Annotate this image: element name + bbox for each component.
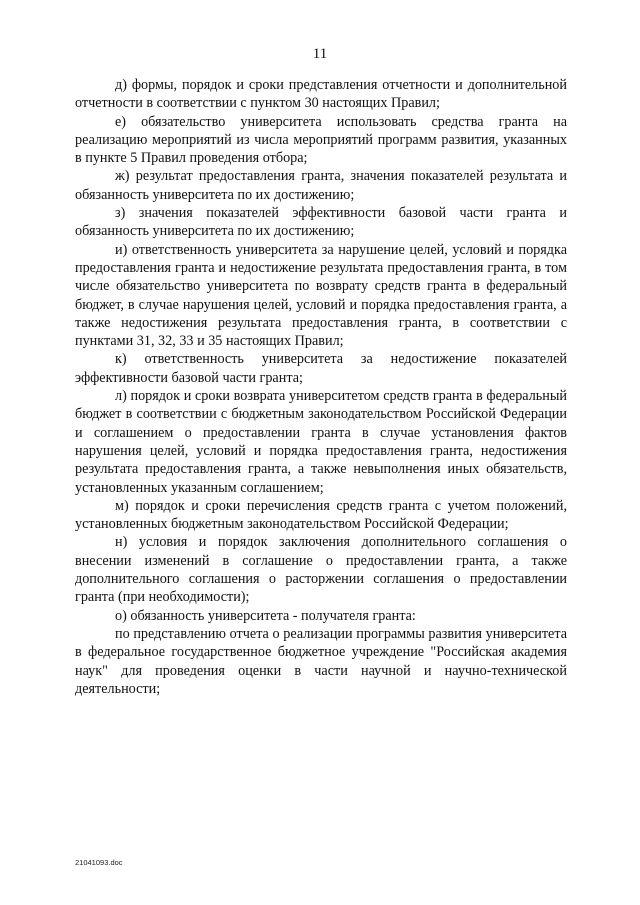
paragraph-l: л) порядок и сроки возврата университетом средств гранта в федеральный бюджет в соответствии с бюджетным законодательством Российской Федерации и соглашением о предоставлении гранта в случае установления фактов нарушения целей, условий и порядка предоставления гранта, недостижения результата предоставления гранта, а также невыполнения иных обязательств, установленных указанным соглашением; xyxy=(75,388,567,496)
paragraph-zh: ж) результат предоставления гранта, значения показателей результата и обязанность университета по их достижению; xyxy=(75,168,567,203)
document-body xyxy=(75,76,567,698)
paragraph-o: о) обязанность университета - получателя гранта: xyxy=(115,607,416,624)
paragraph-z: з) значения показателей эффективности базовой части гранта и обязанность университета по их достижению; xyxy=(75,205,567,240)
paragraph-o-report: по представлению отчета о реализации программы развития университета в федеральное государственное бюджетное учреждение "Российская академия наук" для проведения оценки в части научной и научно-технической деятельности; xyxy=(75,625,567,697)
paragraph-d: д) формы, порядок и сроки представления отчетности и дополнительной отчетности в соответствии с пунктом 30 настоящих Правил; xyxy=(75,77,567,112)
page-number: 11 xyxy=(312,46,328,62)
paragraph-e: е) обязательство университета использовать средства гранта на реализацию мероприятий из числа мероприятий программ развития, указанных в пункте 5 Правил проведения отбора; xyxy=(75,113,567,167)
paragraph-i: и) ответственность университета за нарушение целей, условий и порядка предоставления гранта и недостижение результата предоставления гранта, в том числе обязательство университета по возврату средств гранта в федеральный бюджет, в случае нарушения целей, условий и порядка предоставления гранта, а также недостижения результата предоставления гранта, в соответствии с пунктами 31, 32, 33 и 35 настоящих Правил; xyxy=(75,241,567,350)
paragraph-m: м) порядок и сроки перечисления средств гранта с учетом положений, установленных бюджетным законодательством Российской Федерации; xyxy=(75,497,567,533)
footer-filename: 21041093.doc xyxy=(75,858,123,867)
paragraph-n: н) условия и порядок заключения дополнительного соглашения о внесении изменений в соглашение о предоставлении гранта, а также дополнительного соглашения о расторжении соглашения о предоставлении гранта (при необходимости); xyxy=(75,534,567,606)
paragraph-k: к) ответственность университета за недостижение показателей эффективности базовой части гранта; xyxy=(75,351,567,386)
